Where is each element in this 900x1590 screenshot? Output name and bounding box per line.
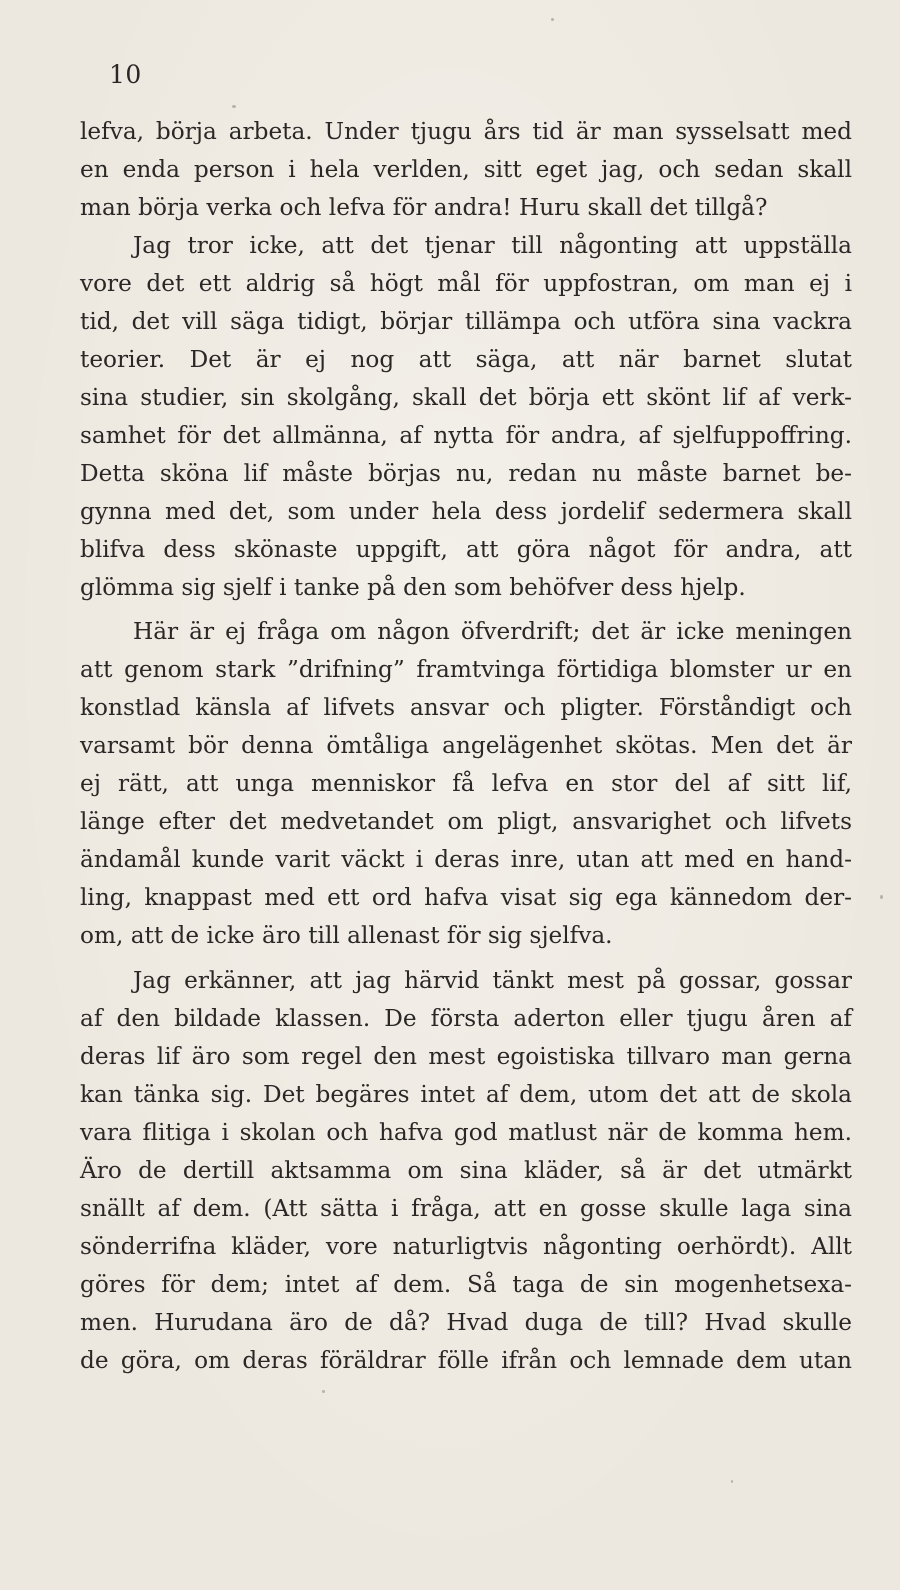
paper-speck	[731, 1480, 733, 1483]
text-line: ling, knappast med ett ord hafva visat sig ega kännedom der-	[80, 884, 852, 911]
text-line: men. Hurudana äro de då? Hvad duga de till? Hvad skulle	[80, 1309, 852, 1336]
text-line: glömma sig sjelf i tanke på den som behöfver dess hjelp.	[80, 574, 746, 601]
text-line: göres för dem; intet af dem. Så taga de sin mogenhetsexa-	[80, 1271, 852, 1298]
text-line: lefva, börja arbeta. Under tjugu års tid är man sysselsatt med	[80, 118, 852, 145]
text-line: Detta sköna lif måste börjas nu, redan nu måste barnet be-	[80, 460, 852, 487]
paragraph-start-line: Jag tror icke, att det tjenar till någonting att uppställa	[133, 232, 852, 259]
text-line: konstlad känsla af lifvets ansvar och pligter. Förståndigt och	[80, 694, 852, 721]
text-line: vore det ett aldrig så högt mål för uppfostran, om man ej i	[80, 270, 852, 297]
text-line: gynna med det, som under hela dess jordelif sedermera skall	[80, 498, 852, 525]
text-line: om, att de icke äro till allenast för sig sjelfva.	[80, 922, 613, 949]
text-line: tid, det vill säga tidigt, börjar tillämpa och utföra sina vackra	[80, 308, 852, 335]
text-line: blifva dess skönaste uppgift, att göra något för andra, att	[80, 536, 852, 563]
text-line: man börja verka och lefva för andra! Huru skall det tillgå?	[80, 194, 768, 221]
paper-speck	[880, 895, 883, 899]
text-line: samhet för det allmänna, af nytta för andra, af sjelfuppoffring.	[80, 422, 852, 449]
text-line: de göra, om deras föräldrar fölle ifrån och lemnade dem utan	[80, 1347, 852, 1374]
paper-speck	[322, 1390, 325, 1393]
text-line: deras lif äro som regel den mest egoistiska tillvaro man gerna	[80, 1043, 852, 1070]
text-line: varsamt bör denna ömtåliga angelägenhet skötas. Men det är	[80, 732, 852, 759]
text-line: vara flitiga i skolan och hafva god matlust när de komma hem.	[80, 1119, 852, 1146]
paper-speck	[232, 105, 236, 108]
text-line: sönderrifna kläder, vore naturligtvis någonting oerhördt). Allt	[80, 1233, 852, 1260]
text-line: länge efter det medvetandet om pligt, ansvarighet och lifvets	[80, 808, 852, 835]
text-line: Äro de dertill aktsamma om sina kläder, så är det utmärkt	[80, 1157, 852, 1184]
text-line: snällt af dem. (Att sätta i fråga, att en gosse skulle laga sina	[80, 1195, 852, 1222]
paragraph-start-line: Jag erkänner, att jag härvid tänkt mest på gossar, gossar	[133, 967, 852, 994]
text-line: ej rätt, att unga menniskor få lefva en stor del af sitt lif,	[80, 770, 852, 797]
paper-speck	[551, 18, 554, 21]
text-line: kan tänka sig. Det begäres intet af dem, utom det att de skola	[80, 1081, 852, 1108]
page-number: 10	[109, 60, 142, 89]
text-line: teorier. Det är ej nog att säga, att när barnet slutat	[80, 346, 852, 373]
text-line: en enda person i hela verlden, sitt eget jag, och sedan skall	[80, 156, 852, 183]
paragraph-start-line: Här är ej fråga om någon öfverdrift; det är icke meningen	[133, 618, 852, 645]
text-line: ändamål kunde varit väckt i deras inre, utan att med en hand-	[80, 846, 852, 873]
text-line: af den bildade klassen. De första aderton eller tjugu åren af	[80, 1005, 852, 1032]
text-line: att genom stark ”drifning” framtvinga förtidiga blomster ur en	[80, 656, 852, 683]
text-line: sina studier, sin skolgång, skall det börja ett skönt lif af verk-	[80, 384, 852, 411]
